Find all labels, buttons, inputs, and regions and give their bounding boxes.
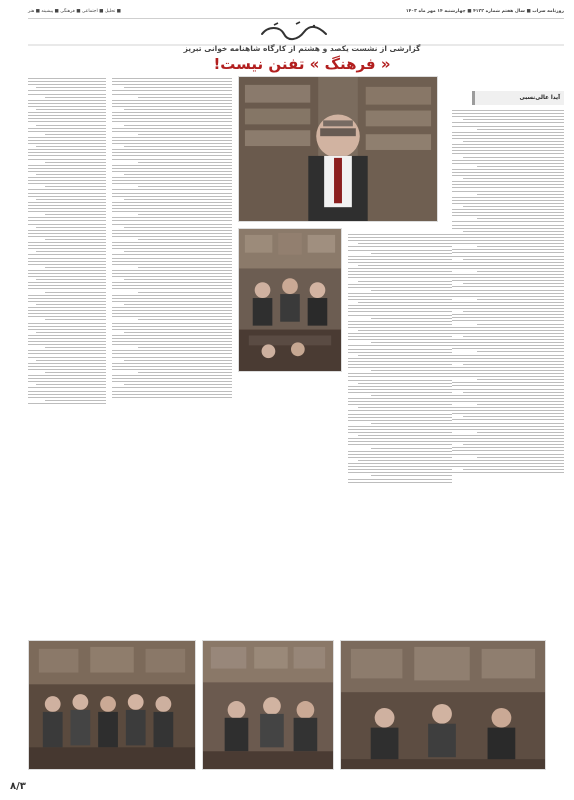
article-body-lines [28, 78, 106, 404]
meeting-photo-bottom-right [340, 640, 546, 770]
publication-info: روزنامه سراب ■ سال هفتم شماره ۴۱۲۲ ■ چهارشنبه ۱۴ مهر ماه ۱۴۰۳ [405, 9, 564, 14]
portrait-photo [238, 76, 438, 222]
article-body-lines [348, 234, 452, 483]
group-photo-bottom-left [28, 640, 196, 770]
article-column-center-left [112, 76, 232, 596]
article-column-right [452, 108, 564, 636]
article-column-center-right [348, 232, 452, 592]
headline-kicker: گزارشی از نشست یکصد و هشتم از کارگاه شاهنامه خوانی تبریز [183, 44, 421, 53]
article-body-lines [112, 78, 232, 398]
page-number: ۸/۳ [10, 781, 26, 792]
article-column-left [28, 76, 106, 636]
masthead-top-bar [28, 6, 564, 19]
section-tags: ■ تحلیل ■ اجتماعی ■ فرهنگی ■ پیشینه ■ هنر [28, 9, 121, 14]
article-body-lines [452, 110, 564, 473]
headline-title: « فرهنگ » تفنن نیست! [213, 55, 391, 73]
meeting-photo [238, 228, 342, 372]
author-tag: آیدا عالی‌نسبی [472, 91, 564, 105]
meeting-photo-bottom-center [202, 640, 334, 770]
publication-logo [254, 20, 338, 42]
